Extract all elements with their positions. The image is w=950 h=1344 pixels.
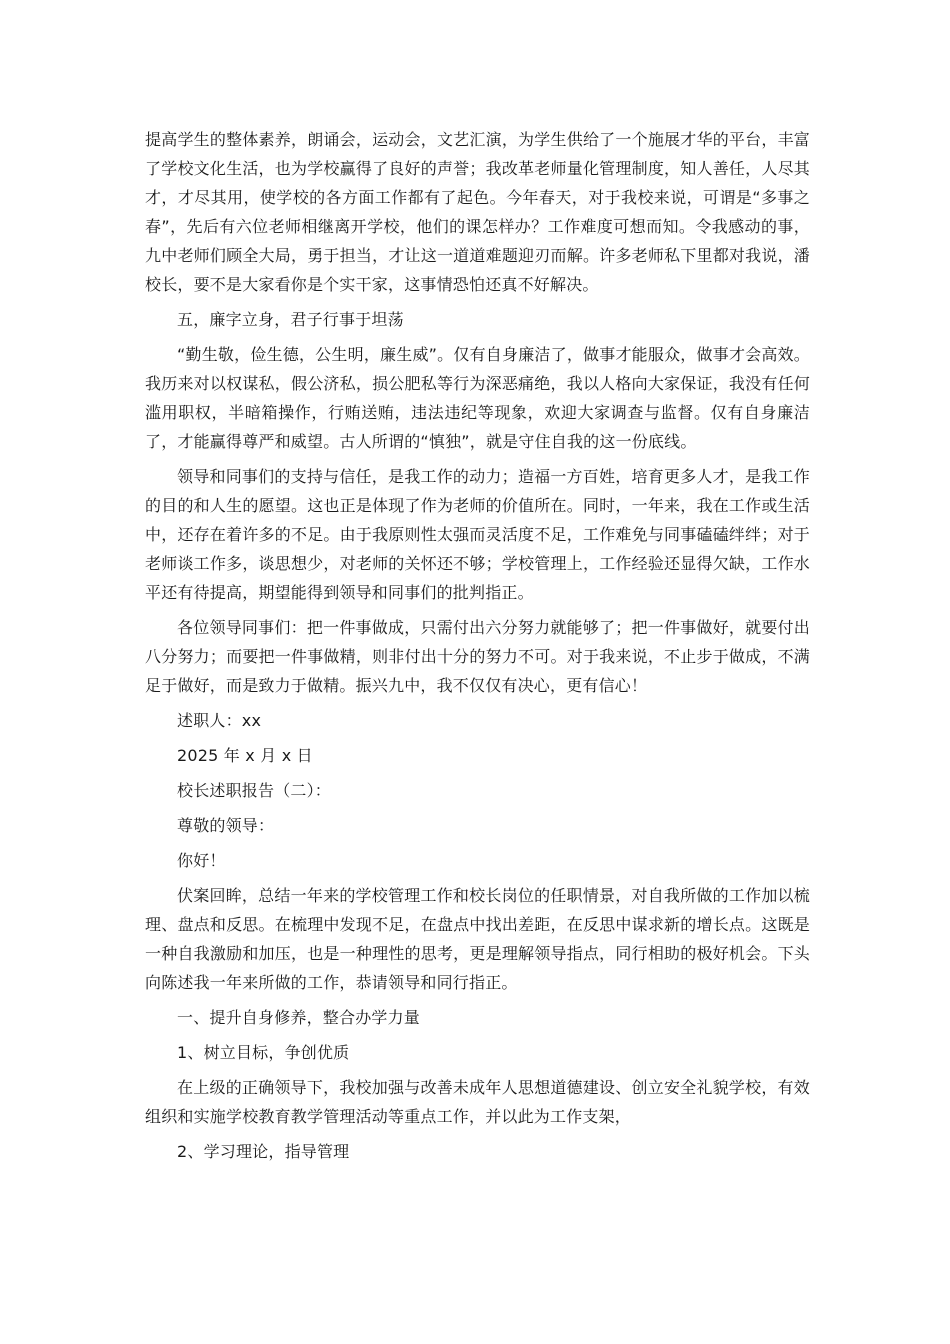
paragraph-integrity: “勤生敬，俭生德，公生明，廉生威”。仅有自身廉洁了，做事才能服众，做事才会高效。我历来对以权谋私，假公济私，损公肥私等行为深恶痛绝，我以人格向大家保证，我没有任何滥用职权，半暗箱操作，行贿送贿，违法违纪等现象，欢迎大家调查与监督。仅有自身廉洁了，才能赢得尊严和威望。古人所谓的“慎独”，就是守住自我的这一份底线。 <box>145 345 810 451</box>
report-date: 2025 年 x 月 x 日 <box>177 746 313 765</box>
paragraph-goals: 在上级的正确领导下，我校加强与改善未成年人思想道德建设、创立安全礼貌学校，有效组织和实施学校教育教学管理活动等重点工作，并以此为工作支架， <box>145 1078 810 1126</box>
subheading-1: 1、树立目标，争创优质 <box>177 1043 350 1062</box>
paragraph-reflection: 领导和同事们的支持与信任，是我工作的动力；造福一方百姓，培育更多人才，是我工作的目的和人生的愿望。这也正是体现了作为老师的价值所在。同时，一年来，我在工作或生活中，还存在着许多的不足。由于我原则性太强而灵活度不足，工作难免与同事磕磕绊绊；对于老师谈工作多，谈思想少，对老师的关怀还不够；学校管理上，工作经验还显得欠缺，工作水平还有待提高，期望能得到领导和同事们的批判指正。 <box>145 467 810 602</box>
section-heading-1: 一、提升自身修养，整合办学力量 <box>177 1008 421 1027</box>
paragraph-1: 提高学生的整体素养，朗诵会，运动会，文艺汇演，为学生供给了一个施展才华的平台，丰富了学校文化生活，也为学校赢得了良好的声誉；我改革老师量化管理制度，知人善任，人尽其才，才尽其用，使学校的各方面工作都有了起色。今年春天，对于我校来说，可谓是“多事之春”，先后有六位老师相继离开学校，他们的课怎样办？工作难度可想而知。令我感动的事，九中老师们顾全大局，勇于担当，才让这一道道难题迎刃而解。许多老师私下里都对我说，潘校长，要不是大家看你是个实干家，这事情恐怕还真不好解决。 <box>145 130 810 294</box>
paragraph-intro: 伏案回眸，总结一年来的学校管理工作和校长岗位的任职情景，对自我所做的工作加以梳理、盘点和反思。在梳理中发现不足，在盘点中找出差距，在反思中谋求新的增长点。这既是一种自我激励和加压，也是一种理性的思考，更是理解领导指点，同行相助的极好机会。下头向陈述我一年来所做的工作，恭请领导和同行指正。 <box>145 886 810 992</box>
greeting: 你好！ <box>177 851 226 870</box>
subheading-2: 2、学习理论，指导管理 <box>177 1142 350 1161</box>
document-page <box>145 125 810 1172</box>
report-title-2: 校长述职报告（二）： <box>177 781 332 800</box>
paragraph-closing: 各位领导同事们：把一件事做成，只需付出六分努力就能够了；把一件事做好，就要付出八分努力；而要把一件事做精，则非付出十分的努力不可。对于我来说，不止步于做成，不满足于做好，而是致力于做精。振兴九中，我不仅仅有决心，更有信心！ <box>145 618 810 695</box>
salutation: 尊敬的领导： <box>177 816 275 835</box>
section-heading-5: 五，廉字立身，君子行事于坦荡 <box>177 310 404 329</box>
reporter-signature: 述职人：xx <box>177 711 262 730</box>
